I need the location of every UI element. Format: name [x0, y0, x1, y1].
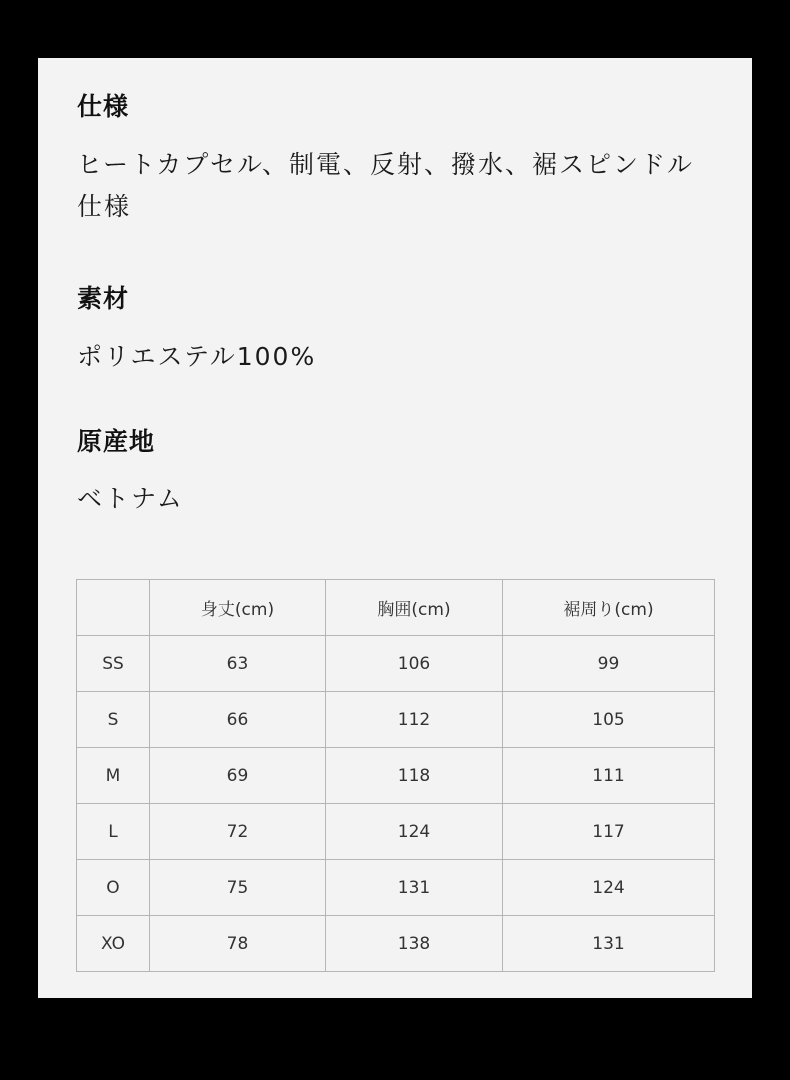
- table-row: [77, 860, 715, 916]
- size-cell: L: [77, 804, 150, 860]
- length-cell: 72: [150, 804, 326, 860]
- material-heading: 素材: [77, 284, 130, 313]
- material-text: ポリエステル100%: [77, 342, 317, 371]
- spec-text: ヒートカプセル、制電、反射、撥水、裾スピンドル仕様: [77, 150, 695, 221]
- header-cell-hem: 裾周り(cm): [503, 580, 715, 636]
- hem-cell: 99: [503, 636, 715, 692]
- table-row: [77, 804, 715, 860]
- spec-heading: 仕様: [77, 92, 130, 121]
- chest-cell: 124: [326, 804, 503, 860]
- header-cell-chest: 胸囲(cm): [326, 580, 503, 636]
- hem-cell: 124: [503, 860, 715, 916]
- size-cell: M: [77, 748, 150, 804]
- table-row: [77, 636, 715, 692]
- chest-cell: 106: [326, 636, 503, 692]
- length-cell: 63: [150, 636, 326, 692]
- hem-cell: 117: [503, 804, 715, 860]
- size-cell: S: [77, 692, 150, 748]
- hem-cell: 111: [503, 748, 715, 804]
- table-row: [77, 748, 715, 804]
- chest-cell: 138: [326, 916, 503, 972]
- length-cell: 75: [150, 860, 326, 916]
- size-table: [76, 579, 715, 972]
- product-details-panel: [38, 58, 752, 998]
- origin-text: ベトナム: [77, 484, 184, 513]
- size-table-header-row: [77, 580, 715, 636]
- size-cell: XO: [77, 916, 150, 972]
- hem-cell: 105: [503, 692, 715, 748]
- table-row: [77, 692, 715, 748]
- origin-heading: 原産地: [77, 427, 156, 456]
- length-cell: 69: [150, 748, 326, 804]
- size-cell: SS: [77, 636, 150, 692]
- header-cell-size: [77, 580, 150, 636]
- hem-cell: 131: [503, 916, 715, 972]
- chest-cell: 131: [326, 860, 503, 916]
- length-cell: 78: [150, 916, 326, 972]
- chest-cell: 118: [326, 748, 503, 804]
- header-cell-length: 身丈(cm): [150, 580, 326, 636]
- size-cell: O: [77, 860, 150, 916]
- chest-cell: 112: [326, 692, 503, 748]
- length-cell: 66: [150, 692, 326, 748]
- table-row: [77, 916, 715, 972]
